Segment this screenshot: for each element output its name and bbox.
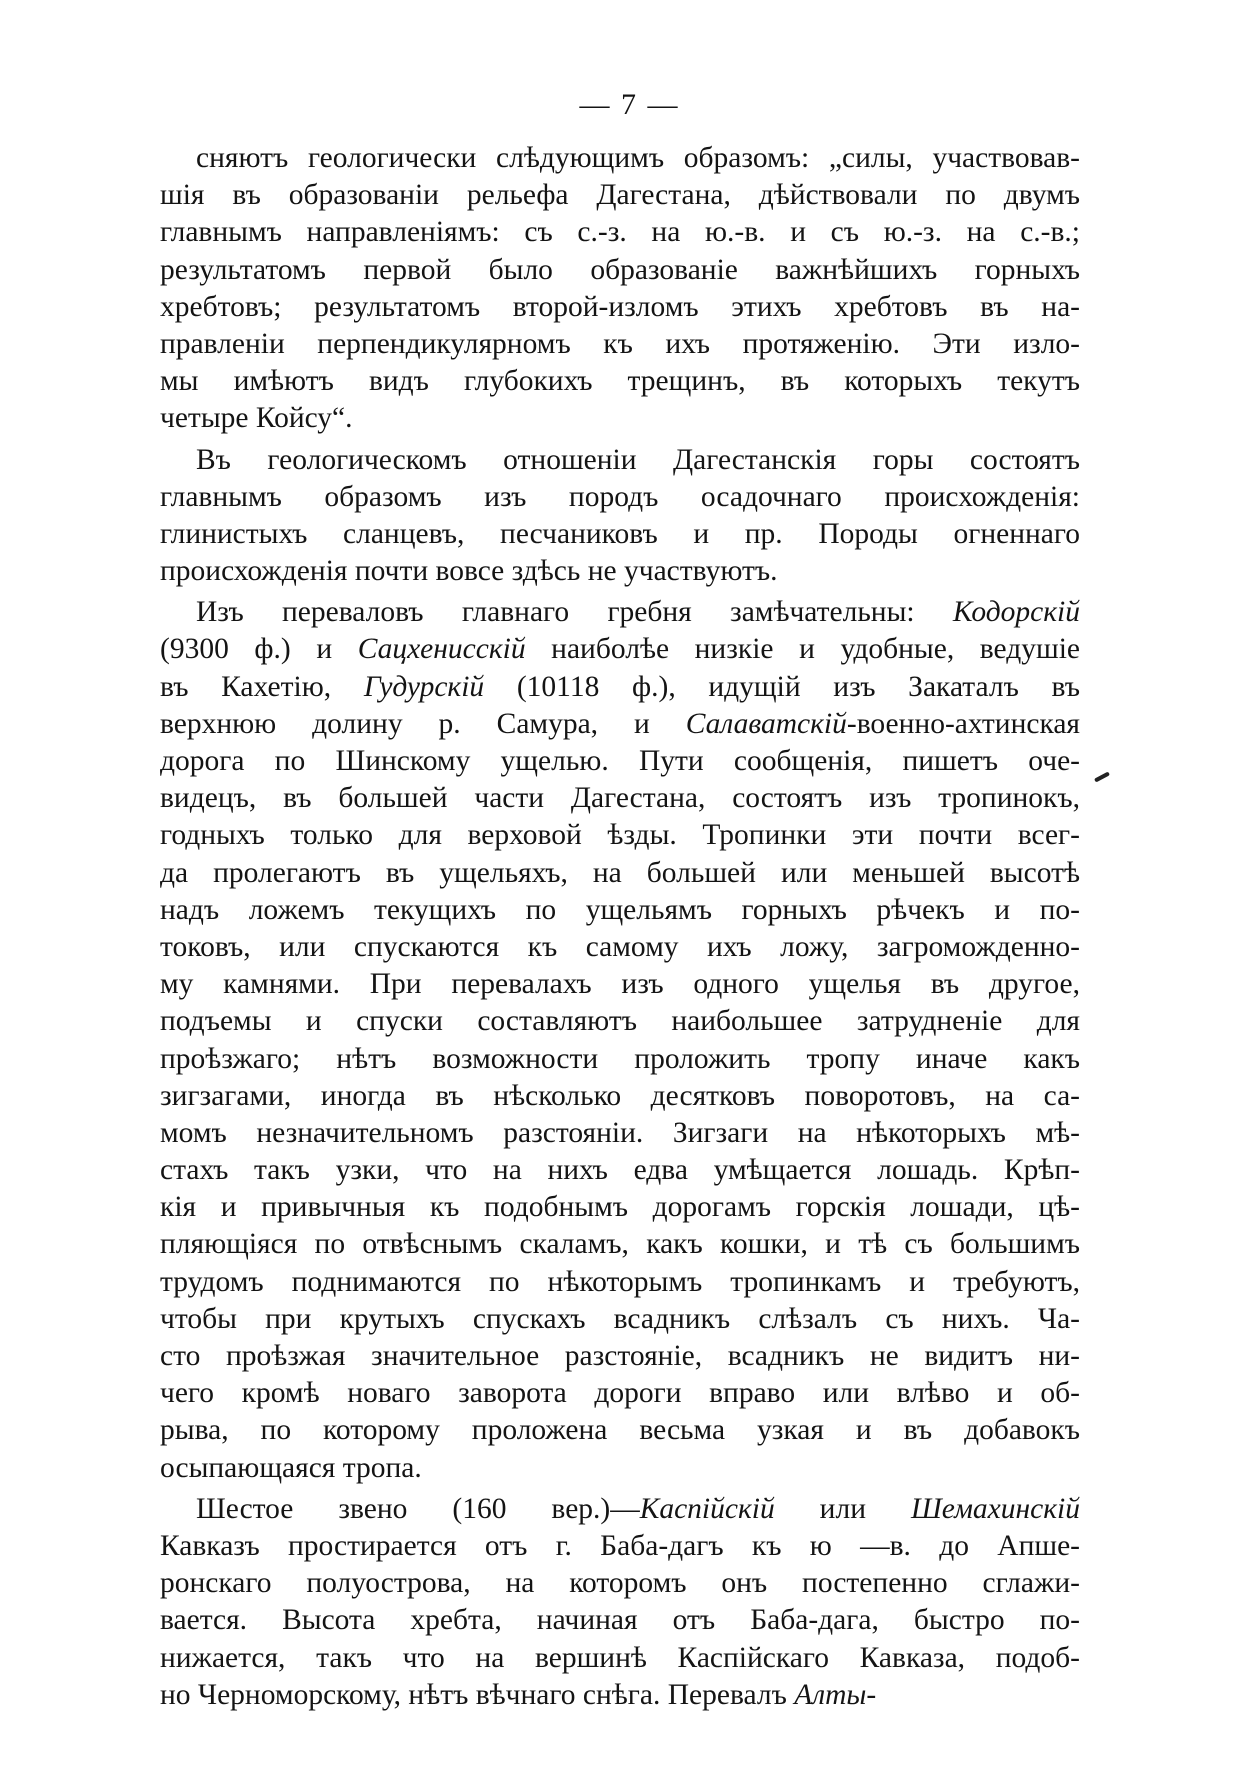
text-body (160, 140, 1080, 1718)
text-segment: ронскаго полуострова, на которомъ онъ постепенно сглажи- (160, 1567, 1080, 1600)
italic-term: Каспійскій (639, 1492, 775, 1525)
paragraph (160, 594, 1080, 1487)
paragraph (160, 140, 1080, 438)
text-segment: видецъ, въ большей части Дагестана, состоятъ изъ тропинокъ, (160, 782, 1080, 815)
text-line (160, 1301, 1080, 1338)
text-segment: главнымъ направленіямъ: съ с.-з. на ю.-в. и съ ю.-з. на с.-в.; (160, 216, 1080, 249)
text-segment: наиболѣе низкіе и удобные, ведушіе (525, 633, 1081, 666)
text-line (160, 479, 1080, 516)
text-line (160, 594, 1080, 631)
text-segment: верхнюю долину р. Самура, и (160, 707, 686, 740)
text-line (160, 363, 1080, 400)
text-line (160, 1264, 1080, 1301)
text-segment: му камнями. При перевалахъ изъ одного ущелья въ другое, (160, 968, 1080, 1001)
text-segment: главнымъ образомъ изъ породъ осадочнаго происхожденія: (160, 480, 1080, 513)
paragraph (160, 1491, 1080, 1714)
text-segment: нижается, такъ что на вершинѣ Каспійскаго Кавказа, подоб- (160, 1641, 1080, 1674)
text-segment: кія и привычныя къ подобнымъ дорогамъ горскія лошади, цѣ- (160, 1191, 1080, 1224)
paragraph (160, 442, 1080, 591)
text-line (160, 1226, 1080, 1263)
text-line (160, 1640, 1080, 1677)
text-segment: четыре Койсу“. (160, 402, 353, 435)
text-segment: (10118 ф.), идущій изъ Закаталъ въ (484, 670, 1080, 703)
text-line (160, 1528, 1080, 1565)
text-segment: мы имѣютъ видъ глубокихъ трещинъ, въ которыхъ текутъ (160, 365, 1080, 398)
text-line (160, 929, 1080, 966)
text-segment: глинистыхъ сланцевъ, песчаниковъ и пр. Породы огненнаго (160, 517, 1080, 550)
text-line (160, 1115, 1080, 1152)
text-line (160, 326, 1080, 363)
text-line (160, 743, 1080, 780)
text-line (160, 140, 1080, 177)
text-segment: Кавказъ простирается отъ г. Баба-дагъ къ ю —в. до Апше- (160, 1529, 1080, 1562)
text-line (160, 1078, 1080, 1115)
text-line (160, 400, 1080, 437)
text-line (160, 1375, 1080, 1412)
text-line (160, 214, 1080, 251)
italic-term: Алты- (794, 1678, 877, 1711)
page-number: — 7 — (579, 88, 680, 121)
italic-term: Салаватскій (685, 707, 847, 740)
text-line (160, 1450, 1080, 1487)
text-line (160, 289, 1080, 326)
text-segment: шія въ образованіи рельефа Дагестана, дѣйствовали по двумъ (160, 179, 1080, 212)
text-segment: трудомъ поднимаются по нѣкоторымъ тропинкамъ и требуютъ, (160, 1265, 1080, 1298)
text-line (160, 177, 1080, 214)
text-line (160, 516, 1080, 553)
text-segment: чего кромѣ новаго заворота дороги вправо или влѣво и об- (160, 1377, 1080, 1410)
text-segment: пляющіяся по отвѣснымъ скаламъ, какъ кошки, и тѣ съ большимъ (160, 1228, 1080, 1261)
text-segment: результатомъ первой было образованіе важнѣйшихъ горныхъ (160, 253, 1080, 286)
text-line (160, 553, 1080, 590)
text-segment: въ Кахетію, (160, 670, 364, 703)
text-segment: зигзагами, иногда въ нѣсколько десятковъ поворотовъ, на са- (160, 1079, 1080, 1112)
text-segment: надъ ложемъ текущихъ по ущельямъ горныхъ рѣчекъ и по- (160, 893, 1080, 926)
text-segment: или (774, 1492, 911, 1525)
text-line (160, 252, 1080, 289)
italic-term: Сацхенисскій (357, 633, 526, 666)
text-line (160, 855, 1080, 892)
text-segment: дорога по Шинскому ущелью. Пути сообщенія, пишетъ оче- (160, 745, 1080, 777)
text-line (160, 780, 1080, 817)
text-line (160, 817, 1080, 854)
text-line (160, 966, 1080, 1003)
text-segment: чтобы при крутыхъ спускахъ всадникъ слѣзалъ съ нихъ. Ча- (160, 1302, 1080, 1335)
text-line (160, 892, 1080, 929)
text-line (160, 1677, 1080, 1714)
text-line (160, 1491, 1080, 1528)
italic-term: Кодорскій (952, 596, 1080, 629)
text-line (160, 1602, 1080, 1639)
text-line (160, 706, 1080, 743)
text-segment: сто проѣзжая значительное разстояніе, всадникъ не видитъ ни- (160, 1340, 1080, 1372)
text-segment: происхожденія почти вовсе здѣсь не участвуютъ. (160, 555, 778, 588)
text-segment: проѣзжаго; нѣтъ возможности проложить тропу иначе какъ (160, 1042, 1080, 1075)
text-line (160, 1041, 1080, 1078)
text-line (160, 442, 1080, 479)
text-segment: годныхъ только для верховой ѣзды. Тропинки эти почти всег- (160, 819, 1080, 852)
text-segment: хребтовъ; результатомъ второй-изломъ этихъ хребтовъ въ на- (160, 290, 1080, 323)
text-segment: момъ незначительномъ разстояніи. Зигзаги на нѣкоторыхъ мѣ- (160, 1116, 1080, 1149)
text-segment: стахъ такъ узки, что на нихъ едва умѣщается лошадь. Крѣп- (160, 1154, 1080, 1187)
text-line (160, 1412, 1080, 1449)
text-segment: осыпающаяся тропа. (160, 1451, 422, 1484)
text-line (160, 1565, 1080, 1602)
text-segment: Изъ переваловъ главнаго гребня замѣчательны: (196, 596, 953, 629)
text-segment: -военно-ахтинская (846, 707, 1080, 740)
text-segment: но Черноморскому, нѣтъ вѣчнаго снѣга. Перевалъ (160, 1678, 795, 1711)
text-segment: сняютъ геологически слѣдующимъ образомъ: „силы, участвовав- (196, 142, 1080, 174)
text-line (160, 669, 1080, 706)
text-line (160, 631, 1080, 668)
italic-term: Гудурскій (363, 670, 485, 703)
text-line (160, 1003, 1080, 1040)
margin-ink-mark (1094, 771, 1110, 782)
text-segment: (9300 ф.) и (160, 633, 358, 666)
text-segment: да пролегаютъ въ ущельяхъ, на большей или меньшей высотѣ (160, 856, 1080, 889)
text-line (160, 1152, 1080, 1189)
text-segment: подъемы и спуски составляютъ наибольшее затрудненіе для (160, 1005, 1080, 1038)
text-segment: правленіи перпендикулярномъ къ ихъ протяженію. Эти изло- (160, 327, 1080, 360)
text-line (160, 1189, 1080, 1226)
text-segment: вается. Высота хребта, начиная отъ Баба-дага, быстро по- (160, 1604, 1080, 1637)
text-line (160, 1338, 1080, 1375)
italic-term: Шемахинскій (910, 1492, 1080, 1525)
text-segment: рыва, по которому проложена весьма узкая и въ добавокъ (160, 1414, 1080, 1447)
text-segment: токовъ, или спускаются къ самому ихъ ложу, загроможденно- (160, 930, 1080, 963)
text-segment: Въ геологическомъ отношеніи Дагестанскія горы состоятъ (196, 443, 1080, 476)
text-segment: Шестое звено (160 вер.)— (196, 1492, 640, 1525)
